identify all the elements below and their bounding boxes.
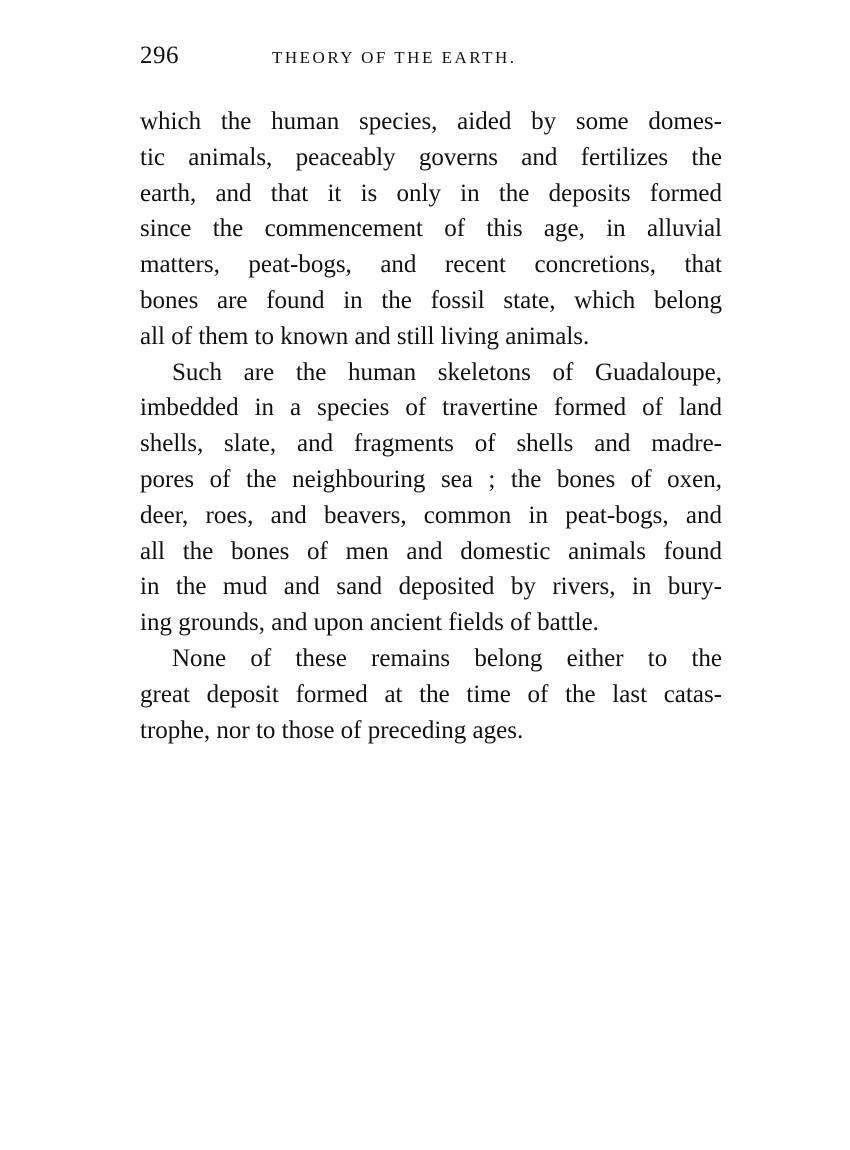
text-line: None of these remains belong either to the — [172, 644, 722, 672]
body-text — [140, 104, 722, 748]
paragraph — [140, 641, 722, 748]
text-line: which the human species, aided by some domes- — [140, 108, 722, 135]
text-line: matters, peat-bogs, and recent concretions, that — [140, 251, 722, 279]
text-line: earth, and that it is only in the deposits formed — [140, 179, 722, 207]
text-line: bones are found in the fossil state, which belong — [140, 286, 722, 314]
text-line: since the commencement of this age, in alluvial — [140, 215, 722, 243]
running-head — [140, 42, 730, 82]
page-number: 296 — [140, 42, 179, 69]
text-line: great deposit formed at the time of the last catas- — [140, 680, 722, 708]
text-line: all of them to known and still living animals. — [140, 322, 590, 350]
text-line: in the mud and sand deposited by rivers, in bury- — [140, 573, 722, 601]
text-line: all the bones of men and domestic animals found — [140, 537, 722, 565]
text-line: ing grounds, and upon ancient fields of battle. — [140, 609, 599, 637]
text-line: trophe, nor to those of preceding ages. — [140, 716, 524, 744]
paragraph — [140, 355, 722, 641]
text-line: deer, roes, and beavers, common in peat-bogs, and — [140, 501, 722, 529]
text-line: pores of the neighbouring sea ; the bones of oxen, — [140, 465, 722, 493]
running-title: THEORY OF THE EARTH. — [272, 48, 517, 67]
text-line: imbedded in a species of travertine formed of land — [140, 394, 722, 422]
text-line: tic animals, peaceably governs and fertilizes the — [140, 143, 722, 171]
text-line: shells, slate, and fragments of shells and madre- — [140, 430, 722, 458]
text-line: Such are the human skeletons of Guadaloupe, — [172, 358, 722, 386]
paragraph — [140, 104, 722, 355]
